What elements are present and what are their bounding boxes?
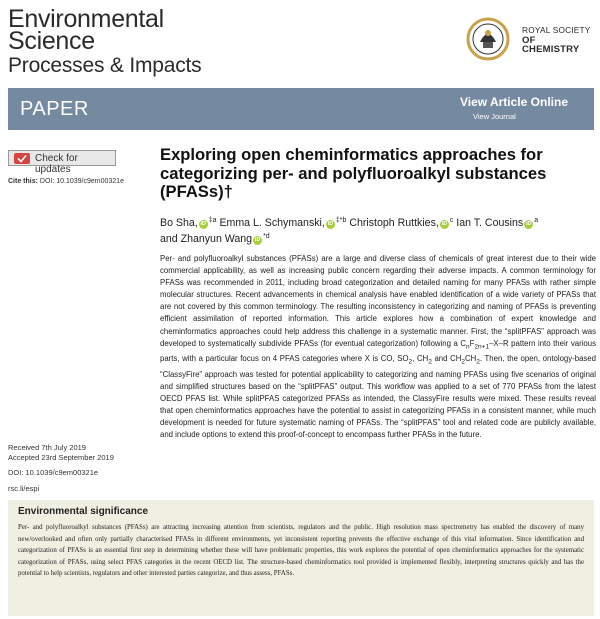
author-name: Christoph Ruttkies,: [349, 217, 439, 229]
crossmark-icon: [14, 153, 30, 164]
orcid-icon[interactable]: iD: [327, 221, 334, 227]
environmental-significance-heading: Environmental significance: [18, 506, 149, 517]
author-name: Bo Sha,: [160, 217, 198, 229]
cite-label: Cite this:: [8, 178, 38, 185]
publisher-logo: [466, 14, 594, 64]
view-journal-link[interactable]: View Journal: [473, 112, 516, 121]
author-name: and Zhanyun Wang: [160, 233, 253, 246]
environmental-significance-text: Per- and polyfluoroalkyl substances (PFASs) are attracting increasing attention from scientists, regulators and the public. High resolution mass spectrometry has enabled the discovery of many new/overlooked and often only partially characterised PFASs in different environments, yet inconsistent reporting prevents the effective exchange of this vital information. Since identification and categorization of PFASs is an essential first step in determining whether these will have problematic properties, this work explores the potential of open cheminformatics approaches for the systematic categorization of PFASs, using select PFAS categories in the recent OECD list. The structure-based cheminformatics tool provided is implemented flexibly, interpreting structures quickly and has the potential to help scientists, regulators and other interested parties categorize, and thus assess, PFASs.: [18, 524, 584, 577]
author-affiliation: ‡a: [208, 217, 217, 224]
article-doi: DOI: 10.1039/c9em00321e: [8, 468, 99, 477]
author-name: Emma L. Schymanski,: [219, 217, 325, 229]
journal-title-line2: Science: [8, 27, 95, 55]
author-name: Ian T. Cousins: [456, 217, 524, 229]
article-banner: [8, 88, 594, 130]
author: [456, 217, 538, 229]
check-for-updates-button[interactable]: [8, 150, 116, 175]
publisher-name-line1: ROYAL SOCIETY: [522, 25, 591, 35]
author-list: [160, 214, 596, 247]
publisher-name-line2: OF CHEMISTRY: [522, 34, 580, 55]
orcid-icon[interactable]: iD: [254, 237, 261, 244]
received-date: Received 7th July 2019: [8, 443, 86, 452]
author-affiliation: c: [449, 217, 454, 224]
journal-title-line1: Environmental: [8, 5, 164, 33]
orcid-icon[interactable]: iD: [525, 221, 532, 227]
orcid-icon[interactable]: iD: [441, 221, 448, 227]
author-affiliation: ‡*b: [335, 217, 347, 224]
author: [160, 233, 270, 245]
rsc-emblem-icon: [466, 14, 518, 64]
article-type: PAPER: [20, 98, 89, 120]
journal-short-link[interactable]: rsc.li/espi: [8, 484, 40, 493]
orcid-icon[interactable]: iD: [200, 221, 206, 227]
author-affiliation: a: [534, 217, 539, 224]
journal-title-line3: Processes & Impacts: [8, 54, 202, 77]
author-affiliation: *d: [263, 233, 270, 241]
accepted-date: Accepted 23rd September 2019: [8, 453, 114, 462]
view-article-online-link[interactable]: View Article Online: [459, 95, 568, 109]
journal-title: [8, 5, 202, 78]
author: [349, 217, 453, 229]
author: [160, 217, 217, 229]
cite-this: [8, 178, 124, 185]
article-title: Exploring open cheminformatics approaches for categorizing per- and polyfluoroalkyl substances (PFASs)†: [160, 145, 547, 202]
author: [219, 217, 346, 229]
environmental-significance-box: [8, 500, 594, 616]
abstract: Per- and polyfluoroalkyl substances (PFASs) are a large and diverse class of chemicals of great interest due to their wide commercial applicability, as well as increasing public concern regarding their adverse impacts. A common terminology for PFASs was recommended in 2011, including broad categorization and detailed naming for many PFASs with rather simple molecular structures. Recent advancements in chemical analysis have enabled identification of a wide variety of PFASs that are not covered by this common terminology. The resulting inconsistency in categorizing and naming of PFASs is preventing efficient assimilation of reported information. This article explores how a combination of expert knowledge and cheminformatics approaches could help address this challenge in a systematic manner. First, the “splitPFAS” approach was developed to systematically subdivide PFASs (for eventual categorization) following a $C_nF_{2n+1}-X-R$ pattern into their various parts, with a particular focus on 4 PFAS categories where X is CO, $SO_2$, $CH_2$ and $CH_2CH_2$. Then, the open, ontology-based “ClassyFire” approach was tested for potential applicability to categorizing and naming PFASs using five scenarios of original and simplified structures based on the “splitPFAS” output. This workflow was applied to a set of 770 PFASs from the latest OECD PFAS list. While splitPFAS categorized PFASs as intended, the ClassyFire results were mixed. These results reveal that open cheminformatics approaches have the potential to assist in categorizing PFASs in a consistent manner, while much development is needed for future systematic naming of PFASs. The “splitPFAS” tool and related code are publicly available, and include options to extend this proof-of-concept to encompass further PFASs in the future.: [160, 254, 596, 440]
cite-doi: DOI: 10.1039/c9em00321e: [39, 178, 124, 185]
check-for-updates-label: Check for updates: [35, 153, 78, 175]
